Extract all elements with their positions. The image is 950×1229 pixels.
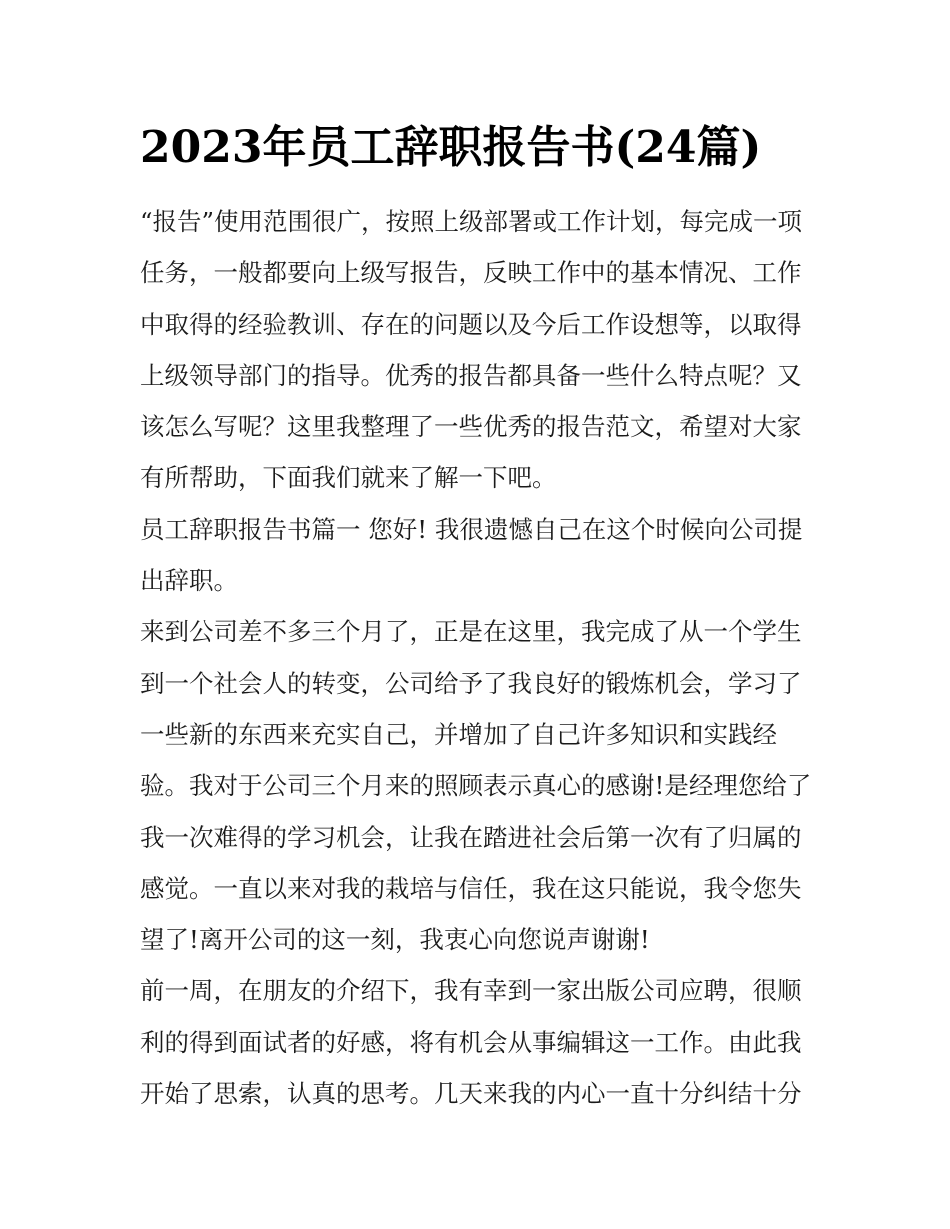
body-paragraph: 前一周，在朋友的介绍下，我有幸到一家出版公司应聘，很顺利的得到面试者的好感，将有机会从事编辑这一工作。由此我开始了思索，认真的思考。几天来我的内心一直十分纠结十分 <box>140 976 802 1109</box>
letter-opening-paragraph: 员工辞职报告书篇一 您好! 我很遗憾自己在这个时候向公司提出辞职。 <box>140 514 803 596</box>
intro-paragraph: “报告”使用范围很广，按照上级部署或工作计划，每完成一项任务，一般都要向上级写报告，反映工作中的基本情况、工作中取得的经验教训、存在的问题以及今后工作设想等，以取得上级领导部门的指导。优秀的报告都具备一些什么特点呢？又该怎么写呢？这里我整理了一些优秀的报告范文，希望对大家有所帮助，下面我们就来了解一下吧。 <box>140 207 803 493</box>
body-paragraph: 来到公司差不多三个月了，正是在这里，我完成了从一个学生到一个社会人的转变，公司给予了我良好的锻炼机会，学习了一些新的东西来充实自己，并增加了自己许多知识和实践经验。我对于公司三个月来的照顾表示真心的感谢!是经理您给了我一次难得的学习机会，让我在踏进社会后第一次有了归属的感觉。一直以来对我的栽培与信任，我在这只能说，我令您失望了!离开公司的这一刻，我衷心向您说声谢谢! <box>140 617 812 955</box>
document-body <box>140 196 812 1119</box>
document-title: 2023年员工辞职报告书(24篇) <box>140 122 762 173</box>
